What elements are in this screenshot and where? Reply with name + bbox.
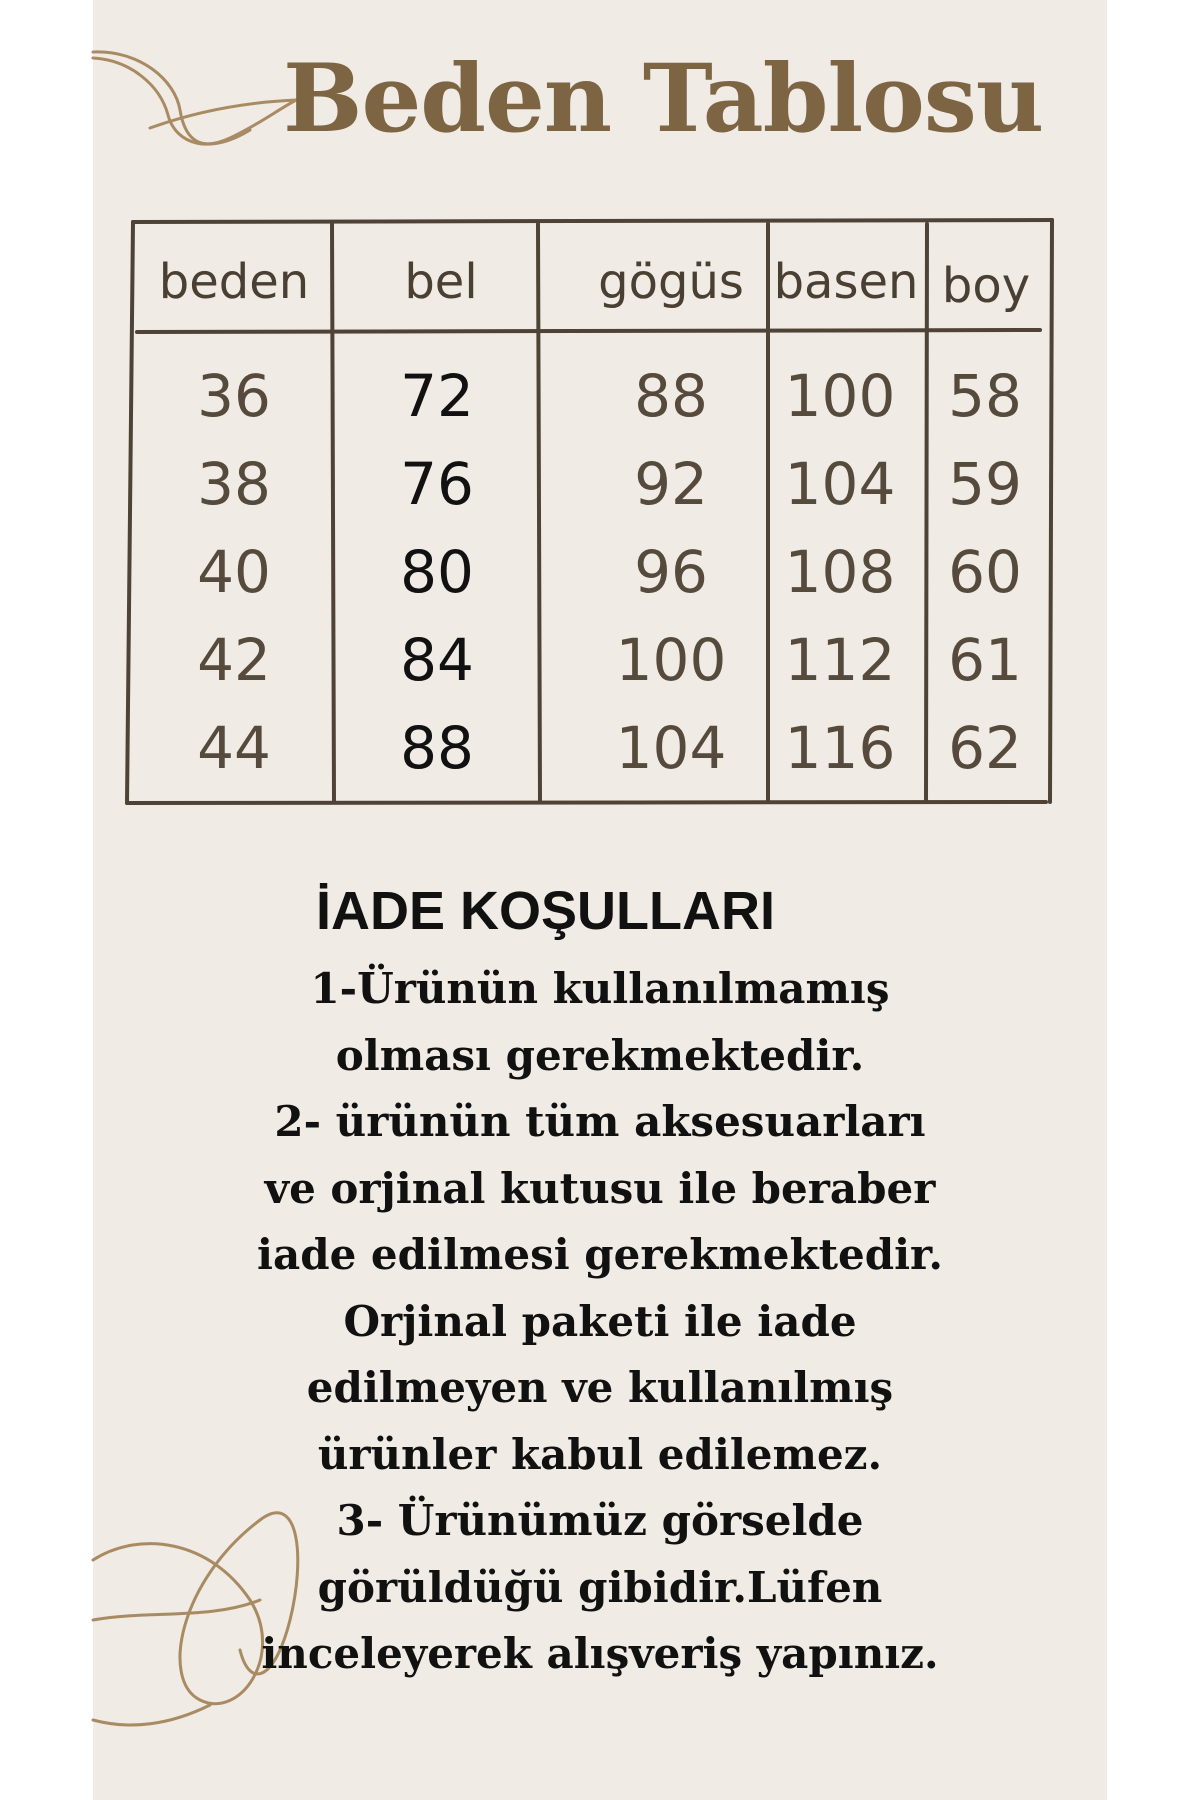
cell-bel: 84: [400, 626, 474, 694]
header-bel: bel: [404, 254, 478, 310]
returns-line: 2- ürünün tüm aksesuarları: [274, 1097, 926, 1146]
returns-line: ve orjinal kutusu ile beraber: [264, 1163, 936, 1213]
cell-bel: 76: [400, 450, 474, 518]
returns-line: iade edilmesi gerekmektedir.: [257, 1230, 943, 1279]
returns-line: 3- Ürünümüz görselde: [336, 1496, 864, 1545]
cell-basen: 108: [784, 538, 896, 606]
cell-beden: 38: [197, 450, 271, 518]
cell-gogus: 104: [615, 714, 727, 782]
header-basen: basen: [773, 254, 919, 310]
cell-gogus: 100: [615, 626, 727, 694]
returns-line: görüldüğü gibidir.Lüfen: [317, 1562, 883, 1612]
cell-basen: 116: [784, 714, 896, 782]
cell-basen: 112: [784, 626, 896, 694]
returns-line: ürünler kabul edilemez.: [317, 1429, 883, 1479]
cell-beden: 40: [197, 538, 271, 606]
cell-gogus: 92: [634, 450, 708, 518]
cell-bel: 72: [400, 362, 474, 430]
returns-title: İADE KOŞULLARI: [316, 881, 775, 941]
cell-boy: 59: [948, 450, 1022, 518]
cell-beden: 36: [197, 362, 271, 430]
cell-bel: 80: [400, 538, 474, 606]
returns-line: olması gerekmektedir.: [335, 1030, 865, 1080]
returns-conditions: [160, 956, 1040, 1688]
cell-gogus: 88: [634, 362, 708, 430]
cell-bel: 88: [400, 714, 474, 782]
returns-line: 1-Ürünün kullanılmamış: [310, 964, 890, 1013]
cell-boy: 61: [948, 626, 1022, 694]
cell-beden: 42: [197, 626, 271, 694]
header-beden: beden: [158, 254, 310, 310]
returns-line: Orjinal paketi ile iade: [343, 1296, 857, 1346]
cell-gogus: 96: [634, 538, 708, 606]
cell-boy: 60: [948, 538, 1022, 606]
header-gogus: gögüs: [598, 254, 744, 310]
header-boy: boy: [941, 258, 1031, 314]
cell-boy: 58: [948, 362, 1022, 430]
page-title: Beden Tablosu: [283, 44, 1044, 154]
cell-basen: 100: [784, 362, 896, 430]
cell-boy: 62: [948, 714, 1022, 782]
cell-beden: 44: [197, 714, 271, 782]
returns-line: inceleyerek alışveriş yapınız.: [261, 1629, 939, 1678]
cell-basen: 104: [784, 450, 896, 518]
returns-line: edilmeyen ve kullanılmış: [306, 1363, 894, 1412]
